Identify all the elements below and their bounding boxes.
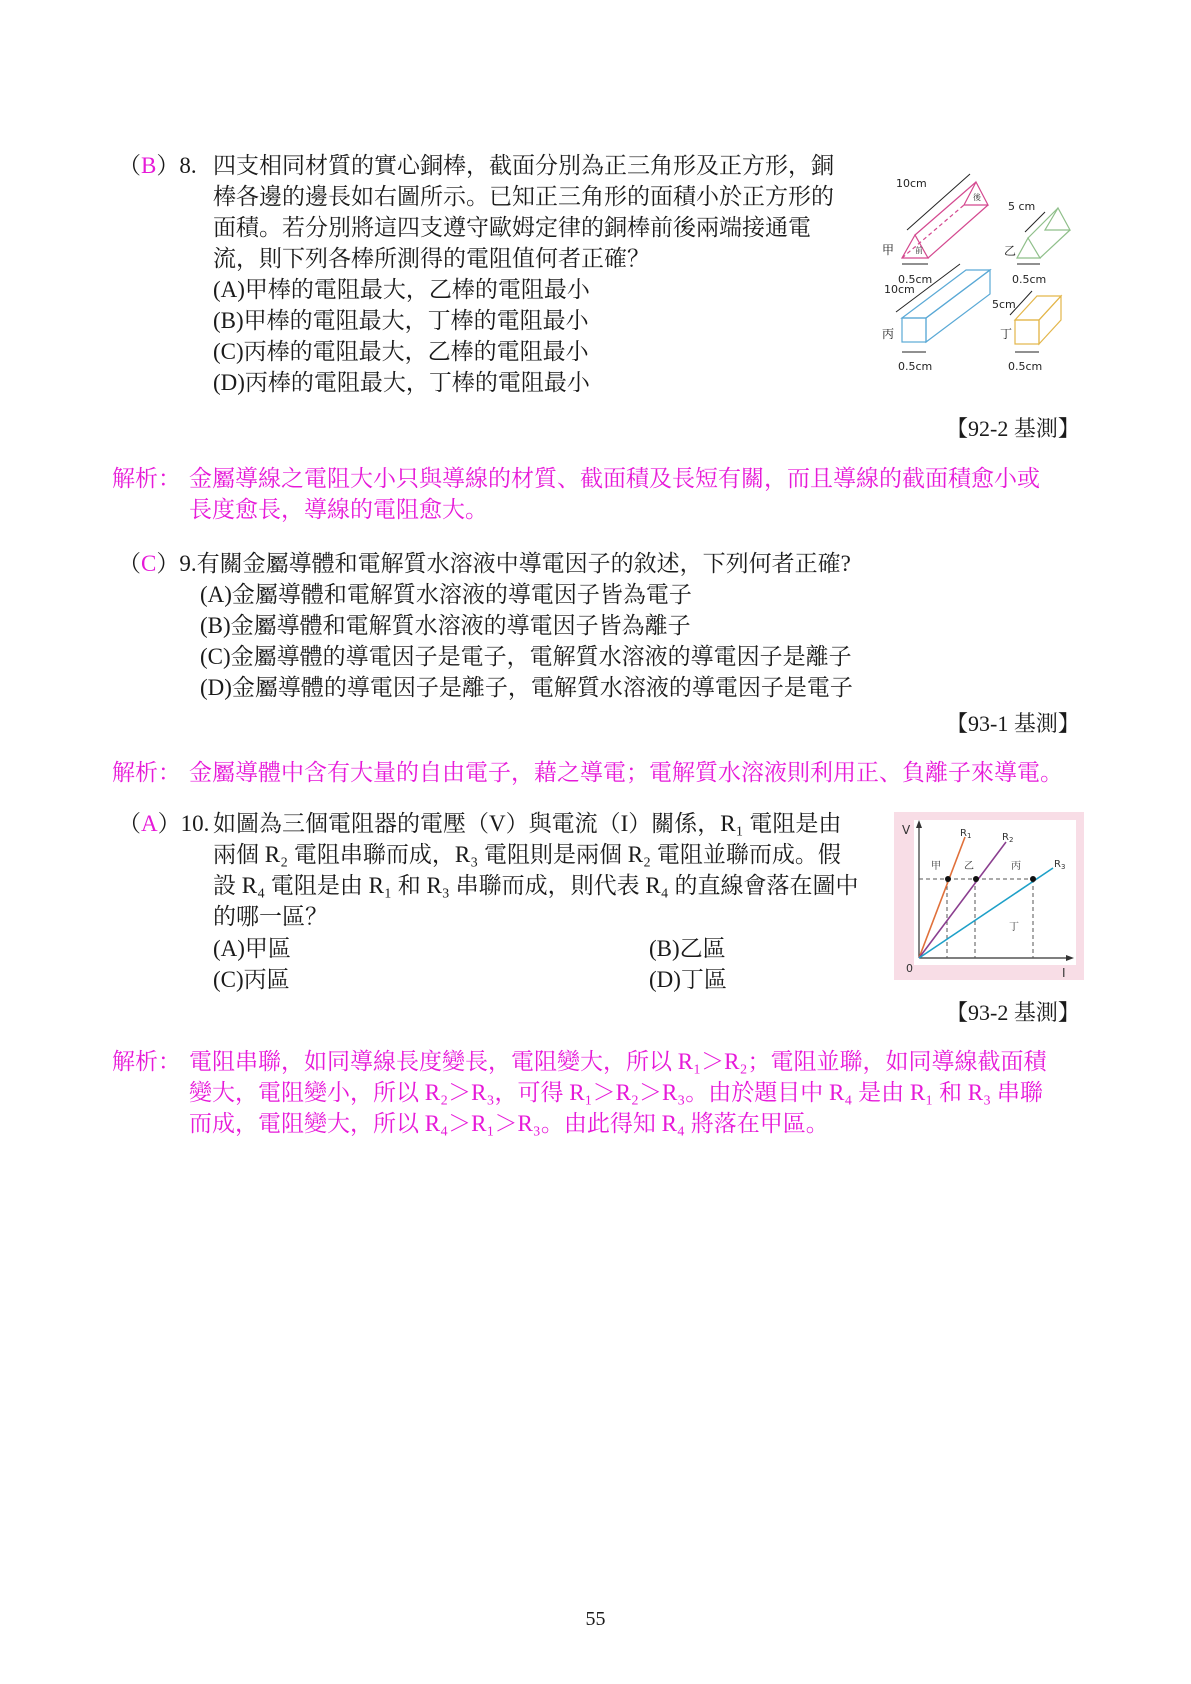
svg-text:I: I <box>1062 966 1066 980</box>
option-a: (A)甲棒的電阻最大，乙棒的電阻最小 <box>213 277 590 302</box>
answer-badge: C <box>141 551 157 576</box>
analysis-line: 金屬導體中含有大量的自由電子，藉之導電；電解質水溶液則利用正、負離子來導電。 <box>189 760 1063 785</box>
svg-text:10cm: 10cm <box>896 177 927 190</box>
svg-text:5 cm: 5 cm <box>1008 200 1036 213</box>
option-d: (D)丙棒的電阻最大，丁棒的電阻最小 <box>213 370 590 395</box>
question-10-header: （A）10. <box>118 811 210 836</box>
option-b: (B)甲棒的電阻最大，丁棒的電阻最小 <box>213 308 589 333</box>
analysis-label: 解析： <box>112 760 181 785</box>
answer-badge: B <box>141 153 157 178</box>
analysis-line: 變大，電阻變小，所以 R₂＞R₃，可得 R₁＞R₂＞R₃。由於題目中 R₄ 是由 R₁ 和 R₃ 串聯 <box>189 1080 1043 1105</box>
svg-text:丙: 丙 <box>882 327 895 341</box>
option-c: (C)丙區 <box>213 967 290 992</box>
stem-line: 流，則下列各棒所測得的電阻值何者正確？ <box>213 246 650 271</box>
svg-text:丁: 丁 <box>1009 922 1019 933</box>
svg-text:乙: 乙 <box>964 861 974 872</box>
analysis-line: 長度愈長，導線的電阻愈大。 <box>189 497 488 522</box>
option-a: (A)金屬導體和電解質水溶液的導電因子皆為電子 <box>200 582 692 607</box>
svg-text:甲: 甲 <box>882 243 895 257</box>
svg-text:前: 前 <box>915 246 923 255</box>
question-8-header: （B）8. <box>118 153 197 178</box>
question-number: 9. <box>179 551 197 576</box>
question-number: 10. <box>180 811 210 836</box>
svg-text:R1: $R_1$ <box>960 828 972 840</box>
rod-yi <box>1017 208 1070 258</box>
source-tag: 【92-2 基測】 <box>946 416 1080 441</box>
question-9-header: （C）9.有關金屬導體和電解質水溶液中導電因子的敘述，下列何者正確? <box>118 551 851 576</box>
analysis-label: 解析： <box>112 1049 181 1074</box>
svg-text:0.5cm: 0.5cm <box>1008 360 1043 373</box>
stem-line: 面積。若分別將這四支遵守歐姆定律的銅棒前後兩端接通電 <box>213 215 811 240</box>
stem-line: 兩個 R₂ 電阻串聯而成，R₃ 電阻則是兩個 R₂ 電阻並聯而成。假 <box>213 842 841 867</box>
stem-line: 有關金屬導體和電解質水溶液中導電因子的敘述，下列何者正確? <box>196 551 851 576</box>
vi-graph <box>894 812 1084 980</box>
option-c: (C)金屬導體的導電因子是電子，電解質水溶液的導電因子是離子 <box>200 644 852 669</box>
svg-text:甲: 甲 <box>931 861 941 872</box>
svg-text:10cm: 10cm <box>884 283 915 296</box>
option-d: (D)金屬導體的導電因子是離子，電解質水溶液的導電因子是電子 <box>200 675 853 700</box>
svg-text:R3: $R_3$ <box>1054 859 1066 871</box>
analysis-label: 解析： <box>112 466 181 491</box>
analysis-line: 而成，電阻變大，所以 R₄＞R₁＞R₃。由此得知 R₄ 將落在甲區。 <box>189 1111 829 1136</box>
question-number: 8. <box>179 153 197 178</box>
stem-line: 設 R₄ 電阻是由 R₁ 和 R₃ 串聯而成，則代表 R₄ 的直線會落在圖中 <box>213 873 859 898</box>
svg-text:0.5cm: 0.5cm <box>898 360 933 373</box>
svg-text:R2: $R_2$ <box>1002 832 1014 844</box>
source-tag: 【93-1 基測】 <box>946 711 1080 736</box>
copper-rods-figure <box>880 160 1100 400</box>
analysis-line: 電阻串聯，如同導線長度變長，電阻變大，所以 R₁＞R₂；電阻並聯，如同導線截面積 <box>189 1049 1047 1074</box>
svg-text:5cm: 5cm <box>992 298 1016 311</box>
option-d: (D)丁區 <box>649 967 727 992</box>
source-tag: 【93-2 基測】 <box>946 1000 1080 1025</box>
svg-text:後: 後 <box>973 193 981 202</box>
stem-line: 如圖為三個電阻器的電壓（V）與電流（I）關係，R₁ 電阻是由 <box>213 811 842 836</box>
svg-text:丁: 丁 <box>1000 327 1013 341</box>
stem-line: 棒各邊的邊長如右圖所示。已知正三角形的面積小於正方形的 <box>213 184 834 209</box>
option-c: (C)丙棒的電阻最大，乙棒的電阻最小 <box>213 339 589 364</box>
svg-text:0.5cm: 0.5cm <box>898 273 933 286</box>
option-b: (B)金屬導體和電解質水溶液的導電因子皆為離子 <box>200 613 691 638</box>
svg-text:0.5cm: 0.5cm <box>1012 273 1047 286</box>
svg-text:乙: 乙 <box>1004 244 1017 258</box>
svg-text:丙: 丙 <box>1011 861 1021 872</box>
page-number: 55 <box>585 1608 606 1630</box>
analysis-line: 金屬導線之電阻大小只與導線的材質、截面積及長短有關，而且導線的截面積愈小或 <box>189 466 1040 491</box>
answer-badge: A <box>141 811 158 836</box>
svg-text:0: 0 <box>906 962 913 975</box>
option-a: (A)甲區 <box>213 936 291 961</box>
rod-ding <box>1015 296 1061 344</box>
stem-line: 的哪一區？ <box>213 904 328 929</box>
option-b: (B)乙區 <box>649 936 726 961</box>
stem-line: 四支相同材質的實心銅棒，截面分別為正三角形及正方形，銅 <box>213 153 834 178</box>
svg-text:V: V <box>902 823 911 837</box>
